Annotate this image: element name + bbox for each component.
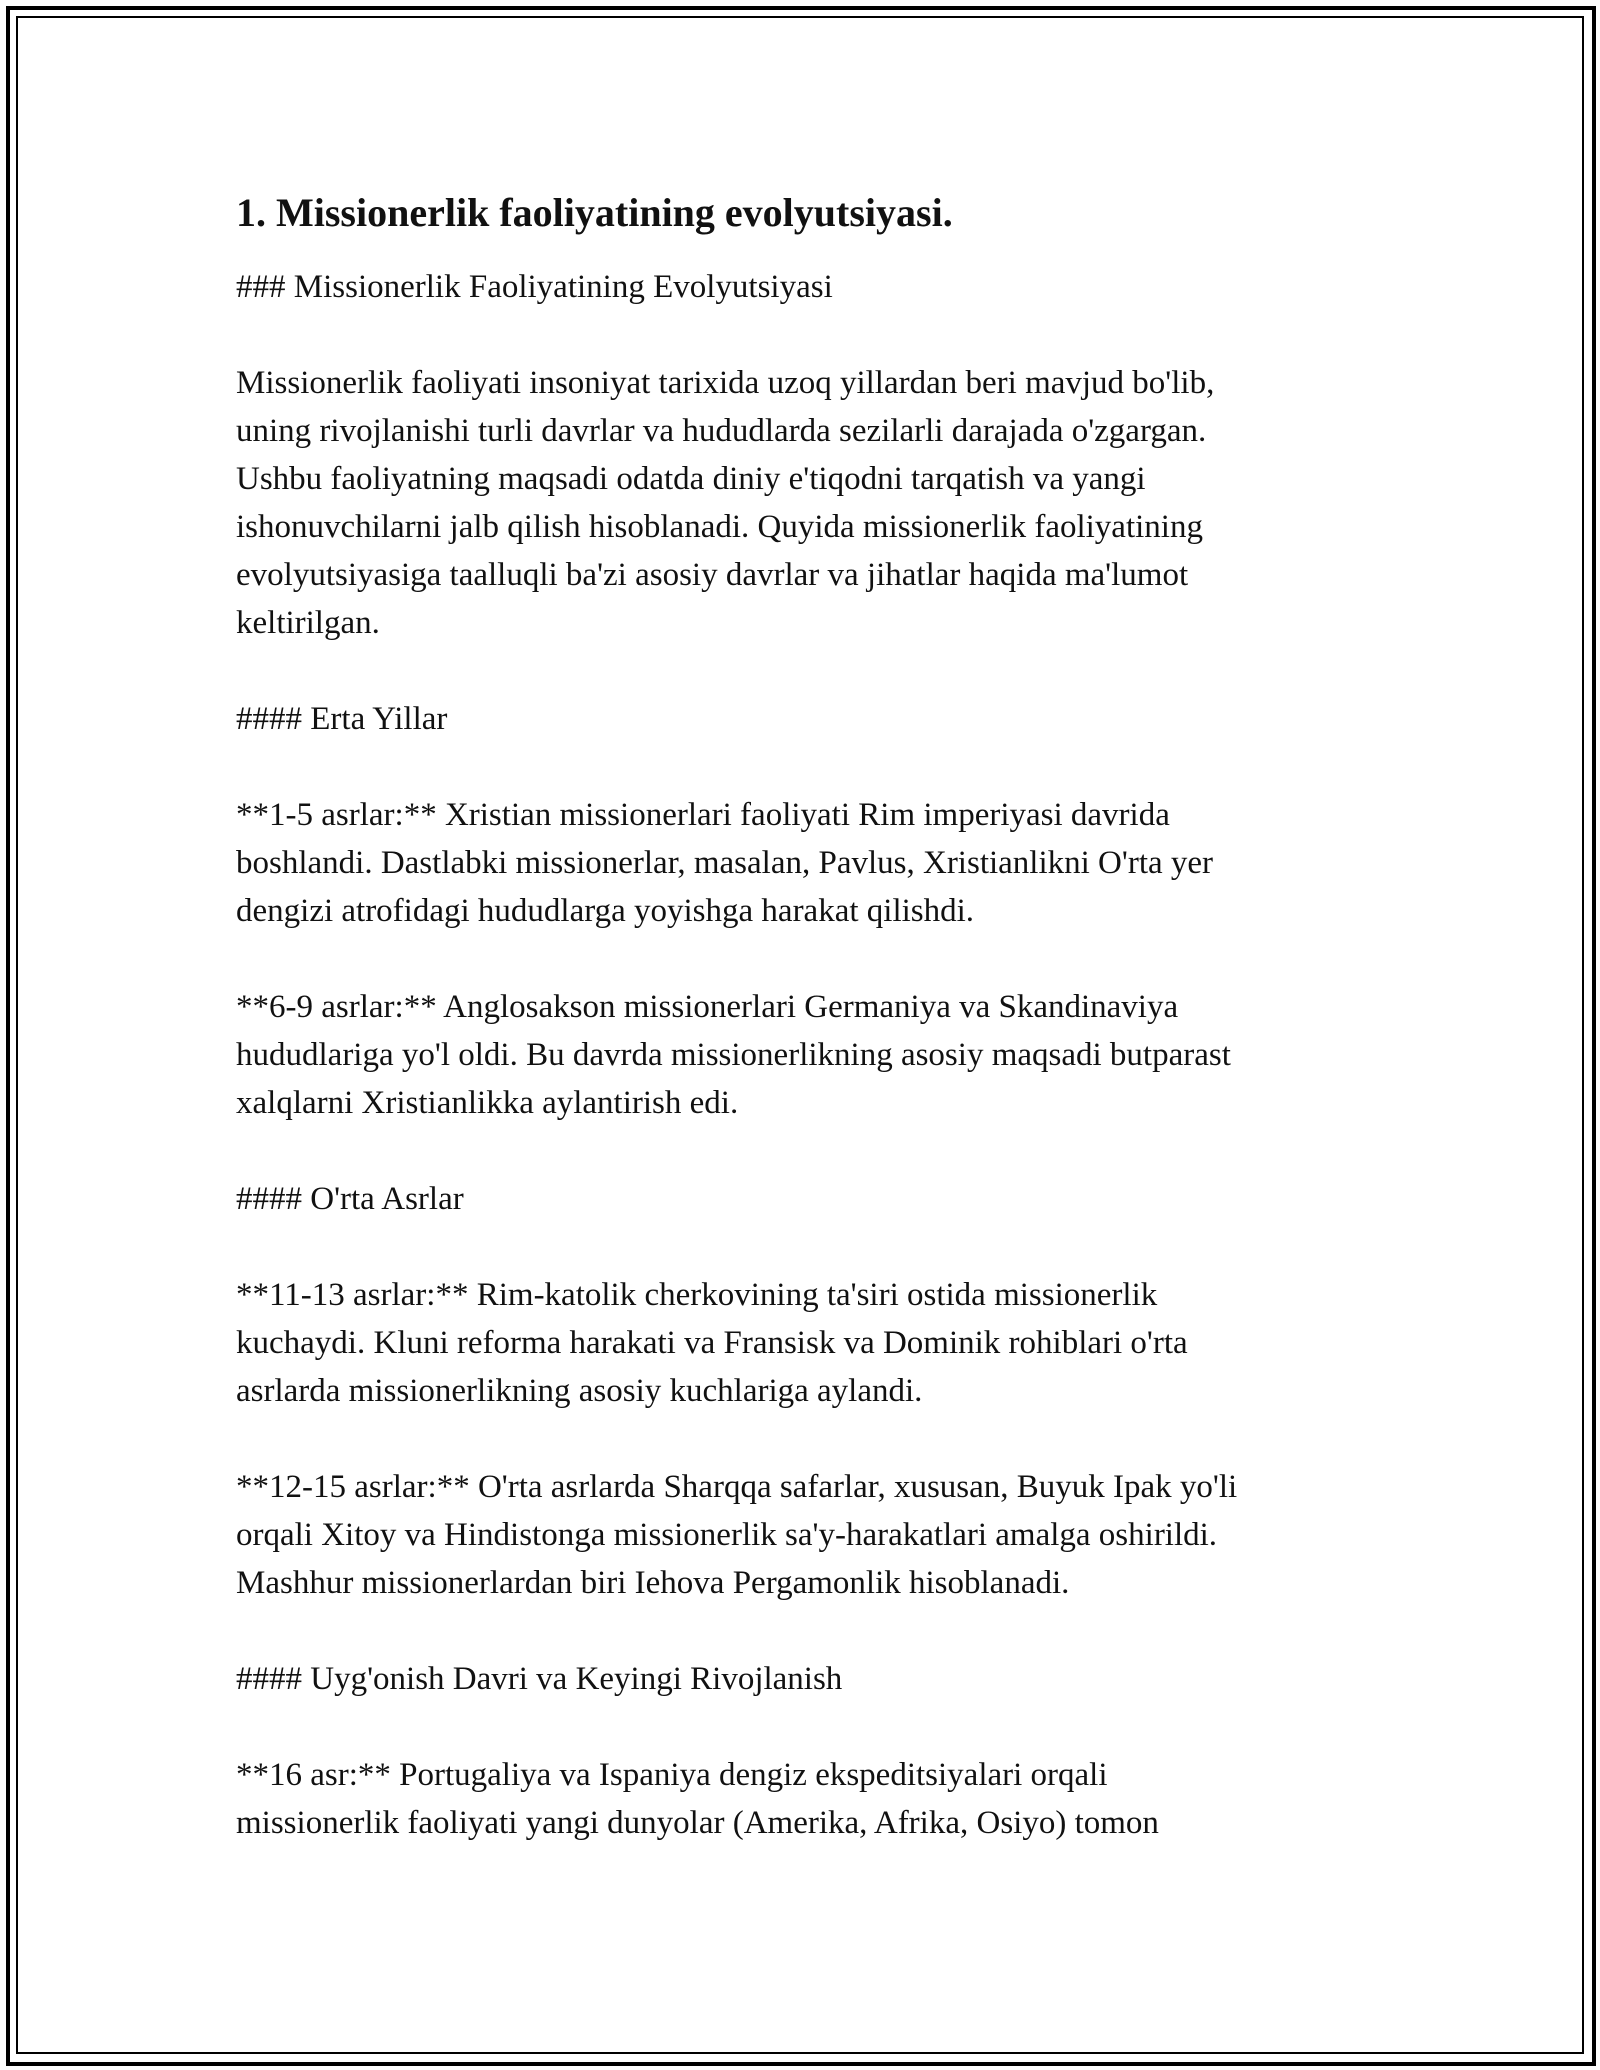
- subheading-uygonish-davri: #### Uyg'onish Davri va Keyingi Rivojlanish: [236, 1661, 843, 1697]
- intro-paragraph: Missionerlik faoliyati insoniyat tarixida uzoq yillardan beri mavjud bo'lib, uning rivojlanishi turli davrlar va hududlarda sezilarli darajada o'zgargan. Ushbu faoliyatning maqsadi odatda diniy e'tiqodni tarqatish va yangi ishonuvchilarni jalb qilish hisoblanadi. Quyida missionerlik faoliyatining evolyutsiyasiga taalluqli ba'zi asosiy davrlar va jihatlar haqida ma'lumot keltirilgan.: [236, 365, 1215, 641]
- paragraph-12-15-asrlar: **12-15 asrlar:** O'rta asrlarda Sharqqa safarlar, xususan, Buyuk Ipak yo'li orqali Xitoy va Hindistonga missionerlik sa'y-harakatlari amalga oshirildi. Mashhur missionerlardan biri Iehova Pergamonlik hisoblanadi.: [236, 1469, 1238, 1601]
- subheading-orta-asrlar: #### O'rta Asrlar: [236, 1181, 464, 1217]
- paragraph-1-5-asrlar: **1-5 asrlar:** Xristian missionerlari faoliyati Rim imperiyasi davrida boshlandi. Dastlabki missionerlar, masalan, Pavlus, Xristianlikni O'rta yer dengizi atrofidagi hududlarga yoyishga harakat qilishdi.: [236, 797, 1214, 929]
- paragraph-gap: [236, 1223, 1396, 1271]
- section-heading: ### Missionerlik Faoliyatining Evolyutsiyasi: [236, 269, 833, 305]
- paragraph-gap: [236, 1607, 1396, 1655]
- subheading-erta-yillar: #### Erta Yillar: [236, 701, 448, 737]
- paragraph-gap: [236, 311, 1396, 359]
- paragraph-6-9-asrlar: **6-9 asrlar:** Anglosakson missionerlari Germaniya va Skandinaviya hududlariga yo'l oldi. Bu davrda missionerlikning asosiy maqsadi butparast xalqlarni Xristianlikka aylantirish edi.: [236, 989, 1231, 1121]
- paragraph-gap: [236, 743, 1396, 791]
- paragraph-11-13-asrlar: **11-13 asrlar:** Rim-katolik cherkovining ta'siri ostida missionerlik kuchaydi. Kluni reforma harakati va Fransisk va Dominik rohiblari o'rta asrlarda missionerlikning asosiy kuchlariga aylandi.: [236, 1277, 1188, 1409]
- document-title: 1. Missionerlik faoliyatining evolyutsiyasi.: [236, 190, 953, 235]
- paragraph-gap: [236, 1703, 1396, 1751]
- document-body: [236, 180, 1396, 1847]
- paragraph-gap: [236, 1127, 1396, 1175]
- paragraph-gap: [236, 1415, 1396, 1463]
- paragraph-16-asr: **16 asr:** Portugaliya va Ispaniya dengiz ekspeditsiyalari orqali missionerlik faoliyati yangi dunyolar (Amerika, Afrika, Osiyo) tomon: [236, 1757, 1159, 1841]
- paragraph-gap: [236, 935, 1396, 983]
- paragraph-gap: [236, 647, 1396, 695]
